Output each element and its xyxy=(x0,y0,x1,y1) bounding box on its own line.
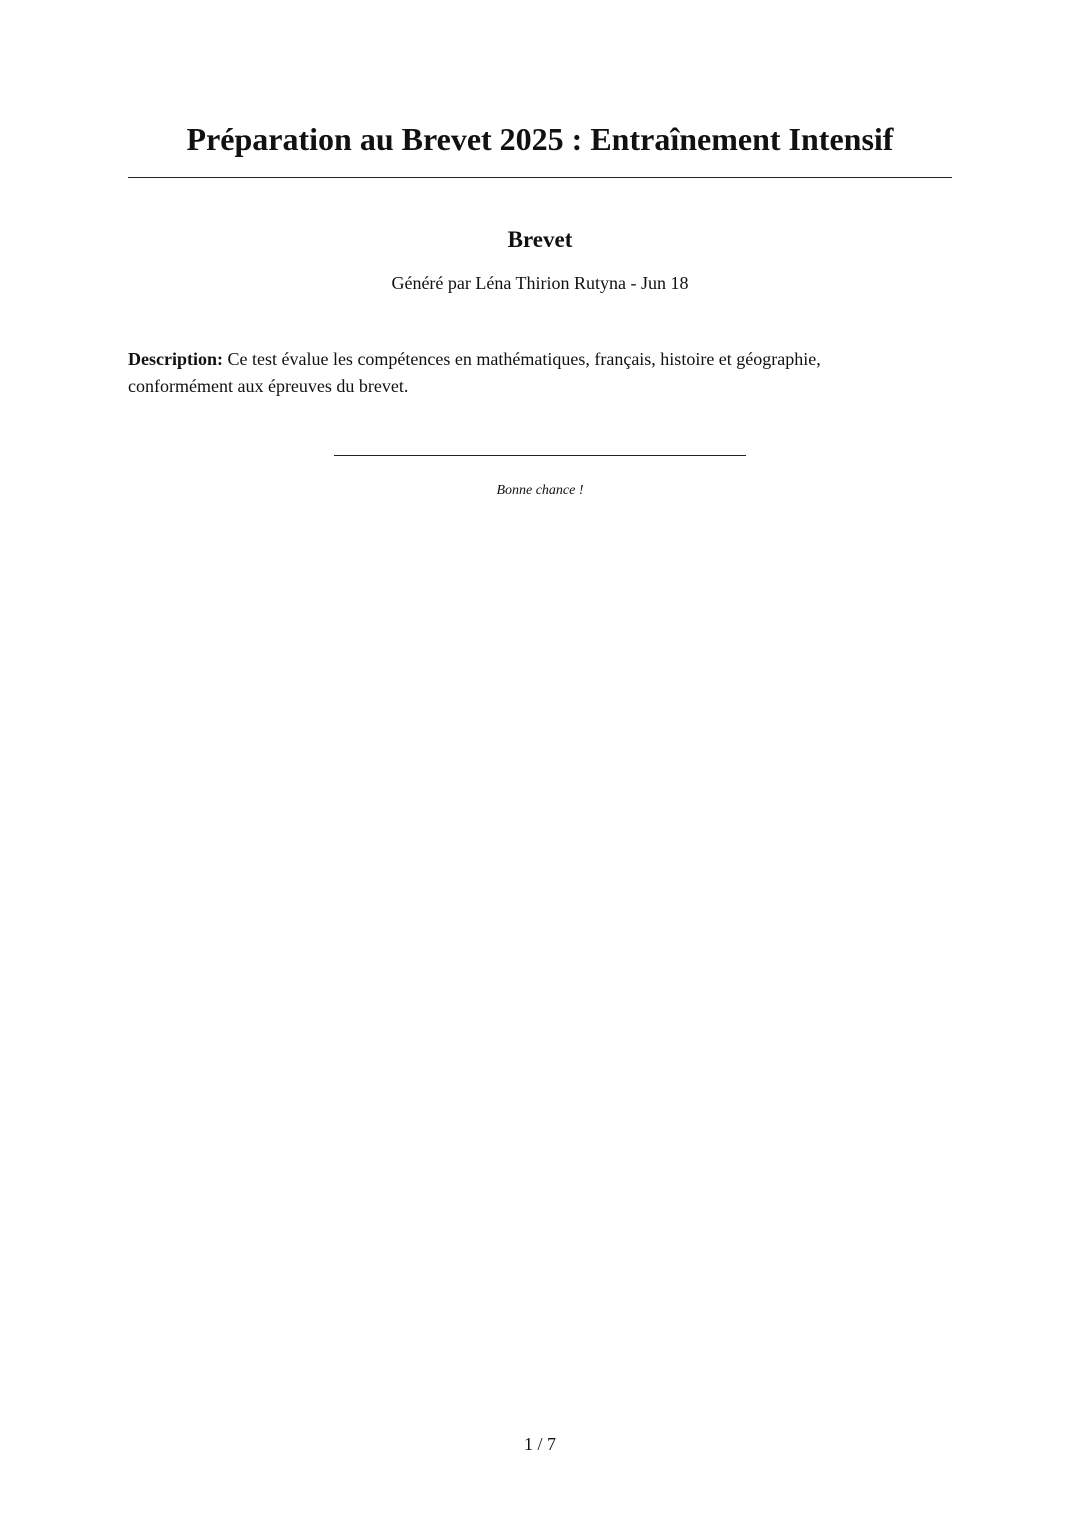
description-paragraph xyxy=(128,346,928,400)
description-label: Description: xyxy=(128,349,223,369)
subject-heading: Brevet xyxy=(507,227,573,252)
title-divider xyxy=(128,177,952,178)
description-text: Ce test évalue les compétences en mathématiques, français, histoire et géographie, conformément aux épreuves du brevet. xyxy=(128,349,821,396)
closing-divider xyxy=(334,455,746,456)
page-title: Préparation au Brevet 2025 : Entraînement Intensif xyxy=(186,121,894,157)
page-number: 1 / 7 xyxy=(523,1434,556,1454)
author-line: Généré par Léna Thirion Rutyna - Jun 18 xyxy=(391,273,689,293)
closing-message: Bonne chance ! xyxy=(496,483,584,498)
